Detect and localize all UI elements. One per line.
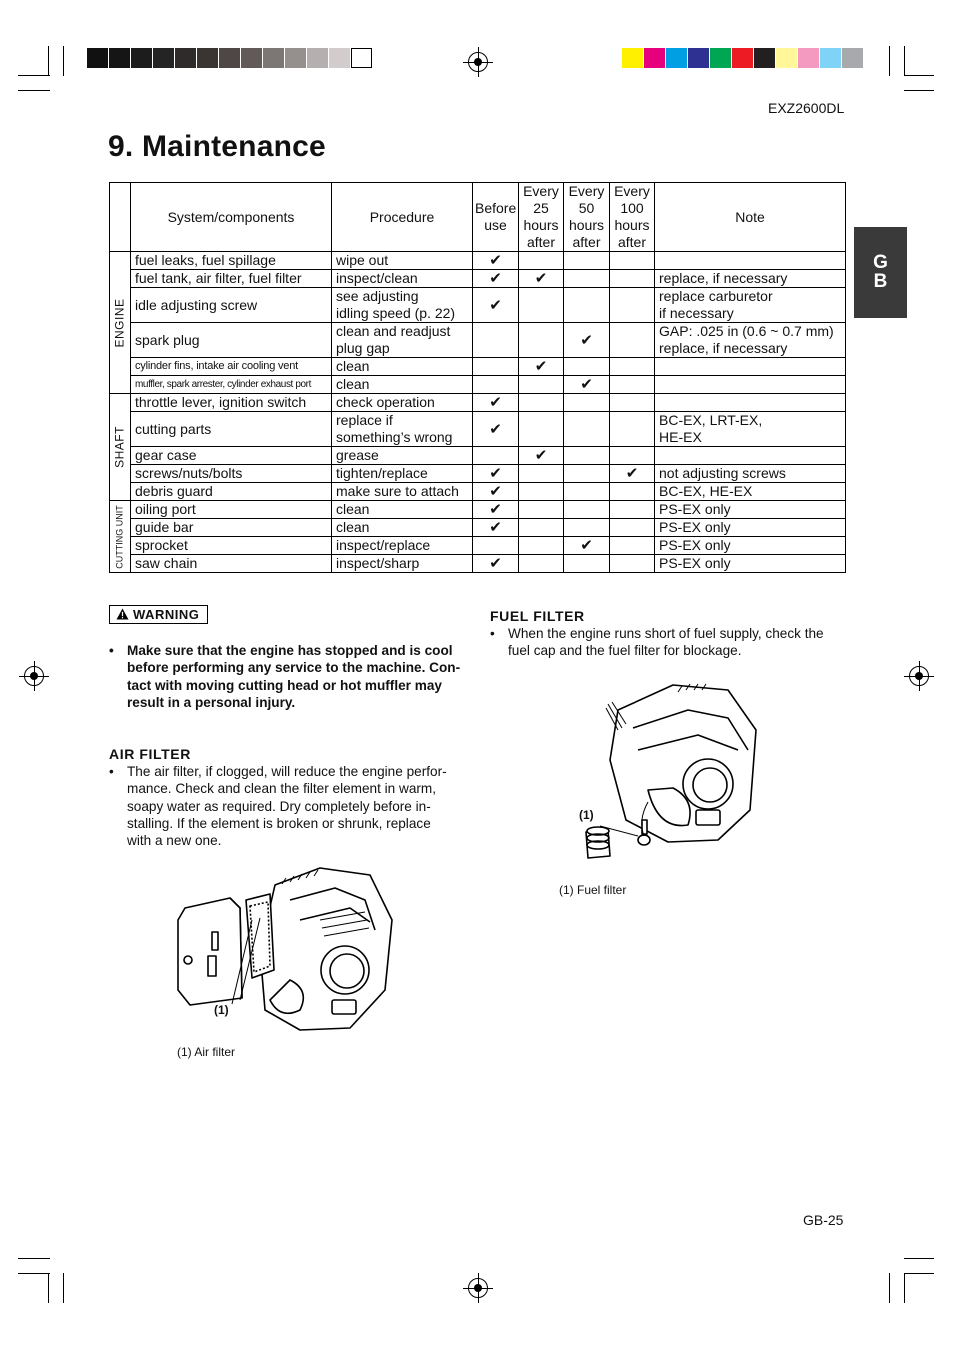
table-row: gear case grease ✔ bbox=[110, 447, 846, 465]
check-mark-icon: ✔ bbox=[473, 501, 519, 519]
registration-mark-icon bbox=[24, 666, 44, 686]
check-mark-icon: ✔ bbox=[519, 447, 564, 465]
check-mark-icon: ✔ bbox=[519, 270, 564, 288]
check-mark-icon: ✔ bbox=[564, 323, 610, 358]
warning-text: • Make sure that the engine has stopped and is cool before performing any service to the machine. Con- tact with moving cutting head or hot muffler may result in a personal injury. bbox=[109, 643, 461, 710]
check-mark-icon: ✔ bbox=[473, 252, 519, 270]
page-number: GB-25 bbox=[803, 1212, 844, 1228]
table-row: saw chain inspect/sharp ✔ PS-EX only bbox=[110, 555, 846, 573]
color-swatch bbox=[175, 48, 196, 68]
color-swatch bbox=[820, 48, 841, 68]
header-every-25: Every 25 hours after bbox=[519, 183, 564, 252]
color-swatch bbox=[285, 48, 306, 68]
color-swatch bbox=[307, 48, 328, 68]
group-engine: ENGINE bbox=[110, 252, 131, 394]
registration-mark-icon bbox=[468, 52, 488, 72]
fuel-filter-heading: FUEL FILTER bbox=[490, 608, 585, 624]
group-shaft: SHAFT bbox=[110, 394, 131, 501]
color-swatch bbox=[688, 48, 709, 68]
table-row: idle adjusting screw see adjusting idling speed (p. 22) ✔ replace carburetor if necessary bbox=[110, 288, 846, 323]
color-swatch bbox=[622, 48, 643, 68]
color-swatch bbox=[197, 48, 218, 68]
registration-mark-icon bbox=[468, 1278, 488, 1298]
table-row: cutting parts replace if something’s wrong ✔ BC-EX, LRT-EX, HE-EX bbox=[110, 412, 846, 447]
color-swatch bbox=[153, 48, 174, 68]
header-procedure: Procedure bbox=[332, 183, 473, 252]
model-number: EXZ2600DL bbox=[768, 100, 845, 116]
color-swatch bbox=[351, 48, 372, 68]
air-filter-text: • The air filter, if clogged, will reduce the engine perfor- mance. Check and clean the filter element in warm, soapy water as required. Dry completely before in- stalling. If the element is broken or shrunk, replace with a new one. bbox=[109, 764, 447, 849]
air-filter-callout: (1) bbox=[214, 1003, 229, 1017]
check-mark-icon: ✔ bbox=[473, 519, 519, 537]
color-swatch bbox=[87, 48, 108, 68]
table-row: muffler, spark arrester, cylinder exhaust port clean ✔ bbox=[110, 376, 846, 394]
header-before-use: Before use bbox=[473, 183, 519, 252]
header-every-50: Every 50 hours after bbox=[564, 183, 610, 252]
table-row: fuel tank, air filter, fuel filter inspect/clean ✔ ✔ replace, if necessary bbox=[110, 270, 846, 288]
check-mark-icon: ✔ bbox=[610, 465, 655, 483]
color-swatch bbox=[710, 48, 731, 68]
air-filter-caption: (1) Air filter bbox=[177, 1045, 236, 1059]
header-every-100: Every 100 hours after bbox=[610, 183, 655, 252]
warning-triangle-icon bbox=[116, 607, 129, 622]
check-mark-icon: ✔ bbox=[564, 376, 610, 394]
table-row: debris guard make sure to attach ✔ BC-EX, HE-EX bbox=[110, 483, 846, 501]
table-header-row bbox=[110, 183, 846, 252]
table-row: screws/nuts/bolts tighten/replace ✔ ✔ not adjusting screws bbox=[110, 465, 846, 483]
table-row: CUTTING UNIT oiling port clean ✔ PS-EX only bbox=[110, 501, 846, 519]
color-swatch bbox=[131, 48, 152, 68]
header-system: System/components bbox=[131, 183, 332, 252]
header-note: Note bbox=[655, 183, 846, 252]
color-swatch bbox=[666, 48, 687, 68]
check-mark-icon: ✔ bbox=[473, 412, 519, 447]
air-filter-heading: AIR FILTER bbox=[109, 746, 191, 762]
color-swatch bbox=[732, 48, 753, 68]
fuel-filter-callout: (1) bbox=[579, 808, 594, 822]
language-tab: G B bbox=[854, 227, 907, 318]
color-swatch bbox=[329, 48, 350, 68]
fuel-filter-caption: (1) Fuel filter bbox=[559, 883, 627, 897]
warning-badge: WARNING bbox=[109, 605, 208, 624]
table-row: spark plug clean and readjust plug gap ✔ GAP: .025 in (0.6 ~ 0.7 mm) replace, if necessary bbox=[110, 323, 846, 358]
color-swatch bbox=[754, 48, 775, 68]
table-row: cylinder fins, intake air cooling vent clean ✔ bbox=[110, 358, 846, 376]
group-cutting-unit: CUTTING UNIT bbox=[110, 501, 131, 573]
table-row: guide bar clean ✔ PS-EX only bbox=[110, 519, 846, 537]
registration-mark-icon bbox=[909, 666, 929, 686]
table-row: sprocket inspect/replace ✔ PS-EX only bbox=[110, 537, 846, 555]
fuel-filter-illustration bbox=[578, 680, 768, 866]
check-mark-icon: ✔ bbox=[473, 270, 519, 288]
check-mark-icon: ✔ bbox=[473, 394, 519, 412]
check-mark-icon: ✔ bbox=[473, 555, 519, 573]
color-swatch bbox=[263, 48, 284, 68]
color-swatch bbox=[798, 48, 819, 68]
color-swatch bbox=[109, 48, 130, 68]
color-swatch bbox=[776, 48, 797, 68]
air-filter-illustration bbox=[170, 860, 400, 1040]
color-swatch bbox=[842, 48, 863, 68]
check-mark-icon: ✔ bbox=[473, 465, 519, 483]
check-mark-icon: ✔ bbox=[473, 483, 519, 501]
fuel-filter-text: • When the engine runs short of fuel supply, check the fuel cap and the fuel filter for blockage. bbox=[490, 626, 824, 659]
table-row: SHAFT throttle lever, ignition switch check operation ✔ bbox=[110, 394, 846, 412]
color-swatch bbox=[219, 48, 240, 68]
color-swatch bbox=[241, 48, 262, 68]
check-mark-icon: ✔ bbox=[519, 358, 564, 376]
maintenance-table bbox=[109, 182, 846, 573]
table-row: ENGINE fuel leaks, fuel spillage wipe out ✔ bbox=[110, 252, 846, 270]
check-mark-icon: ✔ bbox=[473, 288, 519, 323]
color-swatch bbox=[644, 48, 665, 68]
check-mark-icon: ✔ bbox=[564, 537, 610, 555]
page-title: 9. Maintenance bbox=[108, 130, 326, 163]
